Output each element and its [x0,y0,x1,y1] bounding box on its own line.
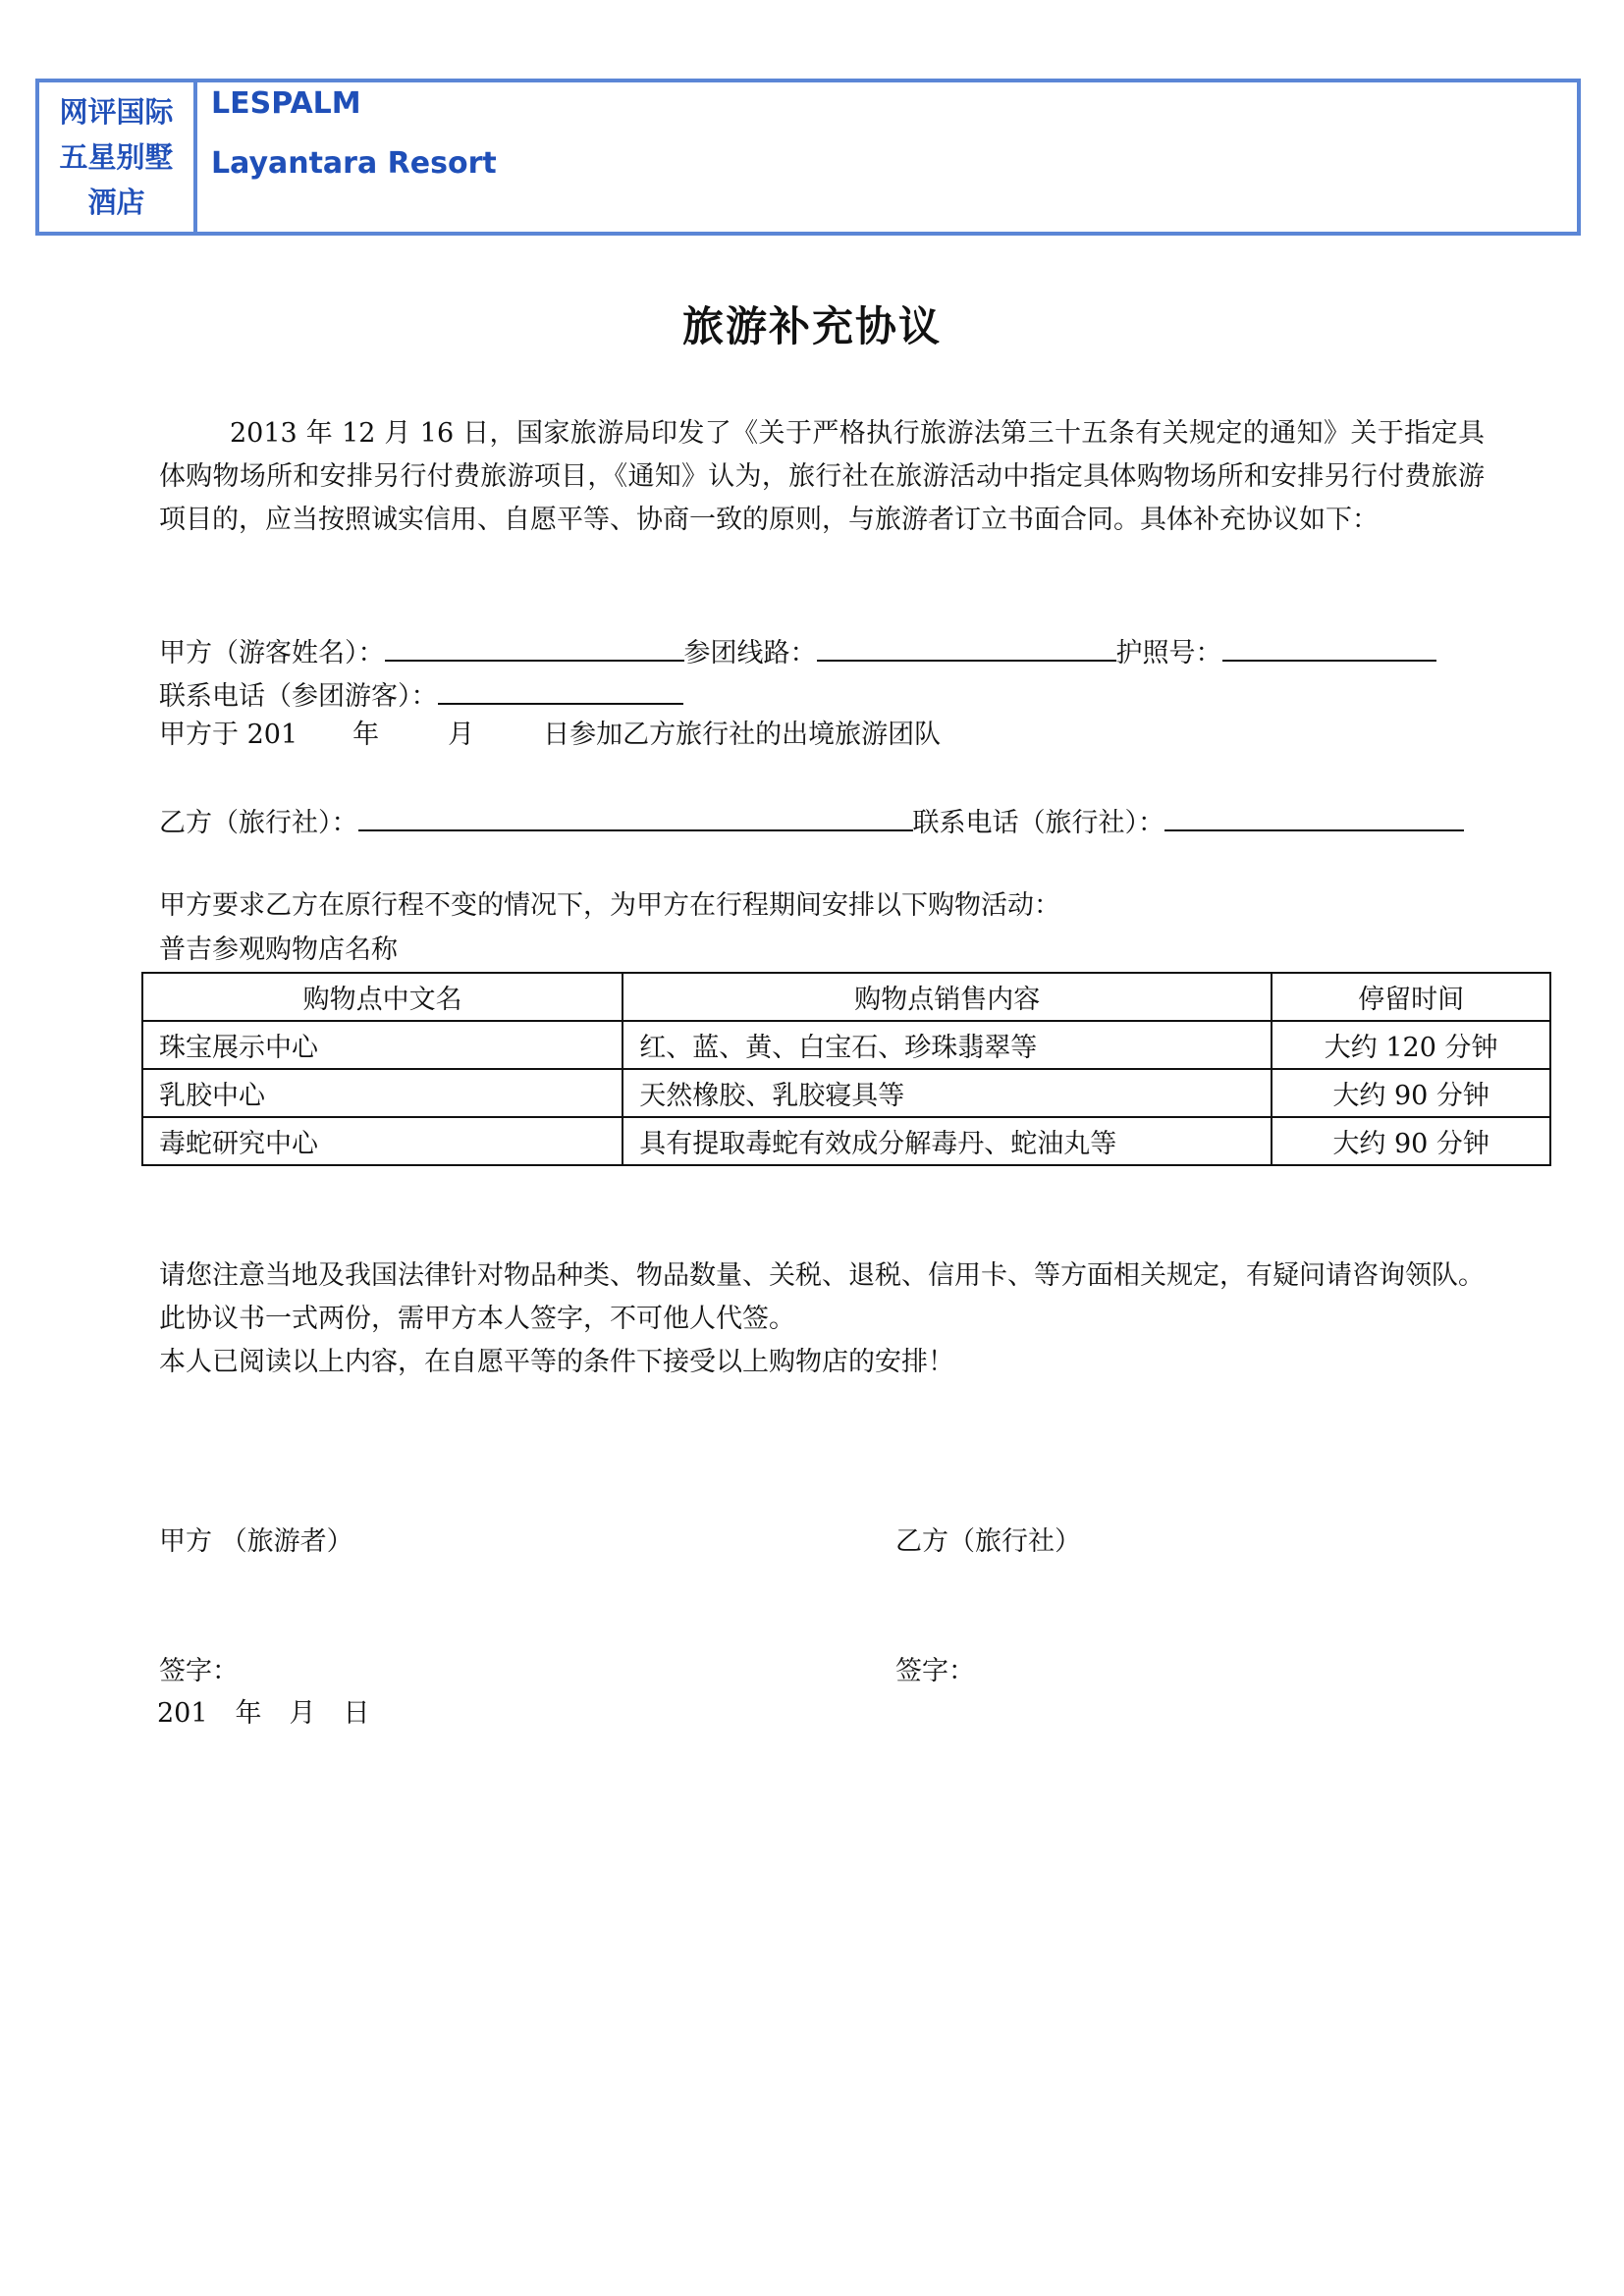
sig-date-month: 月 [289,1698,316,1729]
stay-time: 大约 90 分钟 [1272,1117,1550,1165]
header-hotel-info [197,82,497,232]
note-consent: 本人已阅读以上内容，在自愿平等的条件下接受以上购物店的安排！ [159,1347,954,1377]
party-a-signature-label: 甲方 （旅游者） [159,1526,353,1557]
shop-content: 红、蓝、黄、白宝石、珍珠翡翠等 [623,1021,1272,1069]
party-b-row [159,800,1464,839]
notes-section [159,1255,1485,1384]
date-row [159,716,941,755]
shopping-request: 甲方要求乙方在原行程不变的情况下，为甲方在行程期间安排以下购物活动： [159,890,1060,921]
sig-date-year: 年 [235,1698,262,1729]
route-field[interactable] [817,630,1116,662]
party-b-label: 乙方（旅行社）： [159,808,358,838]
shop-name: 珠宝展示中心 [142,1021,623,1069]
phone-field[interactable] [438,673,683,705]
header-shop-name: 购物点中文名 [142,973,623,1021]
date-month: 月 [448,720,475,750]
shopping-table [141,972,1551,1166]
table-caption: 普吉参观购物店名称 [159,934,398,965]
stay-time: 大约 120 分钟 [1272,1021,1550,1069]
party-a-name-field[interactable] [385,630,684,662]
badge-line-3: 酒店 [87,186,145,219]
shop-name: 乳胶中心 [142,1069,623,1117]
sig-date-day: 日 [343,1698,370,1729]
party-b-sign-field[interactable]: 签字： [895,1656,975,1686]
table-row [142,1069,1550,1117]
date-year: 年 [352,720,380,750]
route-label: 参团线路： [683,638,817,668]
badge-line-2: 五星别墅 [59,140,174,174]
party-a-name-label: 甲方（游客姓名）： [159,638,385,668]
stay-time: 大约 90 分钟 [1272,1069,1550,1117]
shop-content: 具有提取毒蛇有效成分解毒丹、蛇油丸等 [623,1117,1272,1165]
date-suffix: 日参加乙方旅行社的出境旅游团队 [543,720,942,750]
table-row [142,1021,1550,1069]
header-stay-time: 停留时间 [1272,973,1550,1021]
table-row [142,1117,1550,1165]
shop-name: 毒蛇研究中心 [142,1117,623,1165]
party-a-sign-field[interactable]: 签字： [159,1656,239,1686]
shop-content: 天然橡胶、乳胶寝具等 [623,1069,1272,1117]
passport-label: 护照号： [1115,638,1222,668]
party-b-signature-label: 乙方（旅行社） [895,1526,1081,1557]
phone-row [159,673,683,713]
passport-field[interactable] [1222,630,1436,662]
party-b-phone-label: 联系电话（旅行社）： [912,808,1164,838]
page-title: 旅游补充协议 [681,302,942,350]
party-a-row [159,630,1436,669]
note-legal: 请您注意当地及我国法律针对物品种类、物品数量、关税、退税、信用卡、等方面相关规定，有疑问请咨询领队。 [159,1260,1485,1291]
date-prefix: 甲方于 201 [159,720,298,750]
resort-name: Layantara Resort [211,146,497,181]
header-shop-content: 购物点销售内容 [623,973,1272,1021]
party-b-phone-field[interactable] [1164,800,1464,831]
table-header-row [142,973,1550,1021]
header-badge [39,82,197,232]
intro-paragraph: 2013 年 12 月 16 日，国家旅游局印发了《关于严格执行旅游法第三十五条有关规定的通知》关于指定具体购物场所和安排另行付费旅游项目，《通知》认为，旅行社在旅游活动中指定具体购物场所和安排另行付费旅游项目的，应当按照诚实信用、自愿平等、协商一致的原则，与旅游者订立书面合同。具体补充协议如下： [159,418,1485,535]
phone-label: 联系电话（参团游客）： [159,681,438,712]
header-box [35,79,1581,236]
signature-date [157,1691,370,1730]
sig-date-prefix: 201 [157,1698,208,1729]
note-copies: 此协议书一式两份，需甲方本人签字，不可他人代签。 [159,1304,795,1334]
badge-line-1: 网评国际 [59,95,174,129]
party-b-field[interactable] [358,800,913,831]
hotel-name: LESPALM [211,86,361,121]
